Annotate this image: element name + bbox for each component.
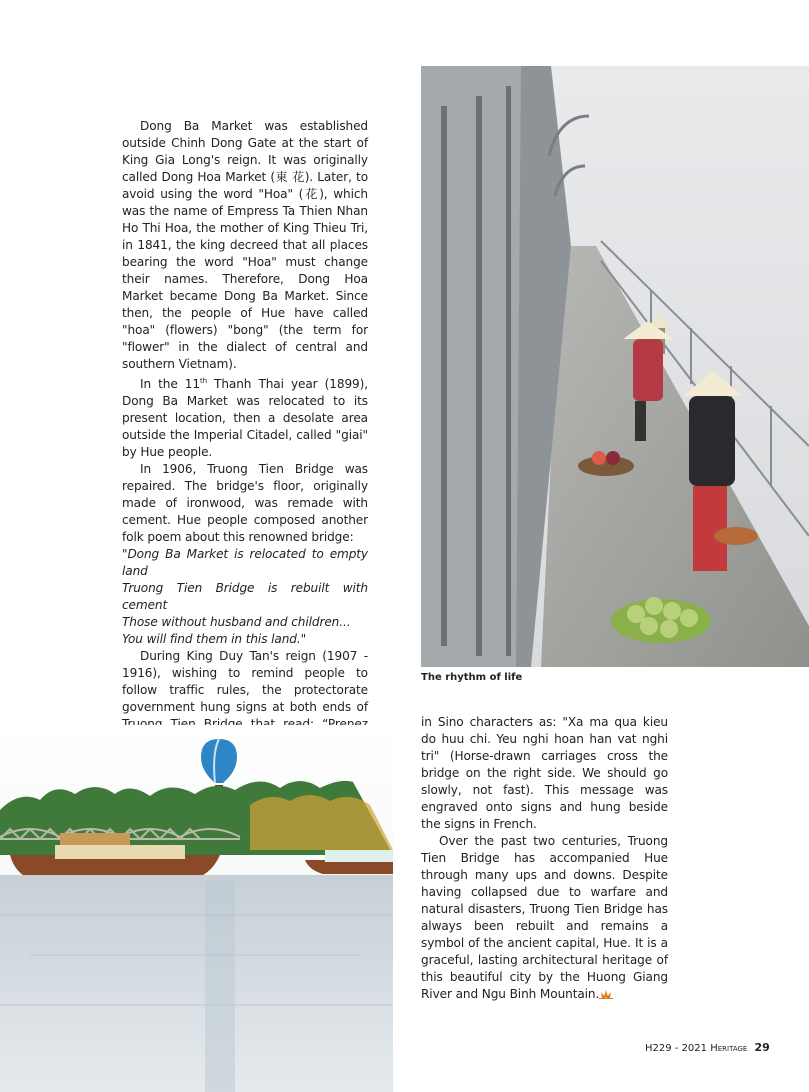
paragraph-bridge-repair: In 1906, Truong Tien Bridge was repaired. The bridge's floor, originally made of ironwood, was remade with cement. Hue people composed another folk poem about this renowned bridge: [122,462,368,545]
paragraph-conclusion: Over the past two centuries, Truong Tien Bridge has accompanied Hue through many ups and downs. Despite having collapsed due to warfare and natural disasters, Truong Tien Bridge has always been rebuilt and remains a symbol of the ancient capital, Hue. It is a graceful, lasting architectural heritage of this beautiful city by the Huong Giang River and Ngu Binh Mountain. [421,834,668,1001]
issue-label: H229 - 2021 [645,1043,708,1054]
river-photo [0,725,393,1092]
paragraph-traffic-signs: During King Duy Tan's reign (1907 - 1916), wishing to remind people to follow traffic rules, the protectorate government hung signs at both ends of [122,649,368,715]
paragraph-dong-ba-history: Dong Ba Market was established outside Chinh Dong Gate at the start of King Gia Long's reign. It was originally called Dong Hoa Market (東 花). Later, to avoid using the word "Hoa" (花), which was the name of Empress Ta Thien Nhan Ho Thi Hoa, the mother of King Thieu Tri, in 1841, the king decreed that all places bearing the word "Hoa" must change their names. Therefore, Dong Hoa Market became Dong Ba Market. Since then, the people of Hue have called "hoa" (flowers) "bong" (the term for "flower" in the dialect of central and southern Vietnam). [122,119,368,371]
poem-line: Those without husband and children... [122,615,351,630]
paragraph-relocation: In the 11th Thanh Thai year (1899), Dong Ba Market was relocated to its present location, then a desolate area outside the Imperial Citadel, called "giai" by Hue people. [122,377,368,460]
poem-line: "Dong Ba Market is relocated to empty land [122,547,368,579]
left-text-column [122,118,368,801]
magazine-name: Heritage [710,1043,748,1054]
right-text-column [421,714,668,1003]
river-illustration [0,725,393,1092]
bridge-illustration [421,66,809,667]
lotus-end-mark-icon [599,989,613,999]
paragraph-sino-translation: in Sino characters as: "Xa ma qua kieu do huu chi. Yeu nghi hoan han vat nghi tri" (Horse-drawn carriages cross the bridge on the right side. We should go slowly, not fast). This message was engraved onto signs and hung beside the signs in French. [421,715,668,831]
folk-poem [122,546,368,648]
page-footer [645,1041,770,1054]
poem-line: Truong Tien Bridge is rebuilt with cement [122,581,368,613]
page-number: 29 [754,1041,770,1054]
poem-line: You will find them in this land." [122,632,307,647]
bridge-photo [421,66,809,667]
photo-caption: The rhythm of life [421,672,523,683]
